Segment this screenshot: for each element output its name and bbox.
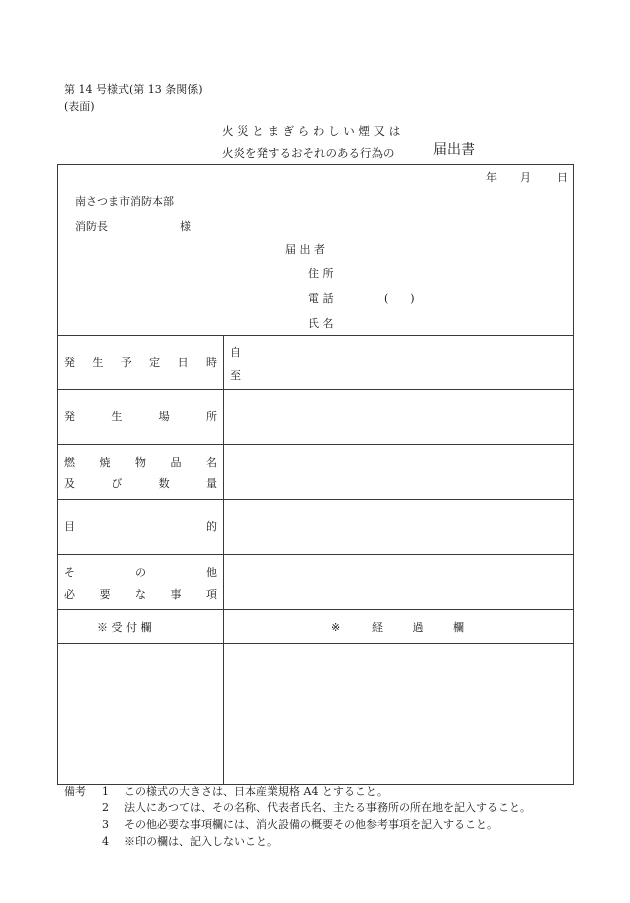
row-label-other-line2: 必 要 な 事 項 (64, 588, 217, 601)
row-divider (57, 499, 574, 500)
note-number: 4 (102, 835, 109, 848)
title-line-2: 火炎を発するおそれのある行為の (222, 146, 395, 160)
date-year: 年 (486, 171, 497, 184)
notifier-phone-parens: ( ) (384, 292, 415, 305)
note-text: この様式の大きさは、日本産業規格 A4 とすること。 (124, 785, 388, 798)
notes-heading: 備考 (64, 785, 86, 798)
note-number: 2 (102, 801, 109, 814)
datetime-to-label: 至 (230, 369, 241, 382)
row-label-other-line1: そ の 他 (64, 566, 217, 579)
note-number: 1 (102, 785, 109, 798)
addressee-honorific: 様 (180, 220, 191, 233)
row-divider (57, 444, 574, 445)
table-column-divider (223, 335, 224, 785)
row-label-scheduled-datetime: 発 生 予 定 日 時 (64, 356, 217, 369)
note-text: その他必要な事項欄には、消火設備の概要その他参考事項を記入すること。 (124, 818, 498, 831)
title-main: 届出書 (433, 142, 475, 158)
reception-column-header: ※ 受 付 欄 (97, 621, 152, 634)
row-divider (57, 335, 574, 336)
form-side: (表面) (64, 100, 95, 113)
table-border-left (57, 164, 58, 785)
note-text: ※印の欄は、記入しないこと。 (124, 835, 278, 848)
row-label-burned-items-line2: 及 び 数 量 (64, 477, 217, 490)
form-number: 第 14 号様式(第 13 条関係) (64, 83, 203, 96)
note-text: 法人にあつては、その名称、代表者氏名、主たる事務所の所在地を記入すること。 (124, 801, 531, 814)
addressee-title: 消防長 (75, 220, 108, 233)
row-divider (57, 389, 574, 390)
datetime-from-label: 自 (230, 346, 241, 359)
date-month: 月 (520, 171, 531, 184)
row-label-burned-items-line1: 燃 焼 物 品 名 (64, 456, 217, 469)
note-number: 3 (102, 818, 109, 831)
notifier-phone-label: 電 話 (308, 292, 334, 305)
notifier-address-label: 住 所 (308, 267, 334, 280)
addressee-org: 南さつま市消防本部 (75, 195, 174, 208)
date-day: 日 (557, 171, 568, 184)
row-divider (57, 643, 574, 644)
row-label-location: 発 生 場 所 (64, 410, 217, 423)
progress-column-header: 経 過 欄 (372, 621, 464, 634)
row-label-purpose: 目 的 (64, 520, 217, 533)
progress-mark: ※ (331, 621, 341, 634)
notifier-label: 届 出 者 (285, 243, 325, 256)
table-border-right (573, 164, 574, 785)
title-line-1: 火 災 と ま ぎ ら わ し い 煙 又 は (222, 124, 401, 138)
row-divider (57, 554, 574, 555)
notifier-name-label: 氏 名 (308, 317, 334, 330)
table-border-top (57, 164, 574, 165)
row-divider (57, 609, 574, 610)
